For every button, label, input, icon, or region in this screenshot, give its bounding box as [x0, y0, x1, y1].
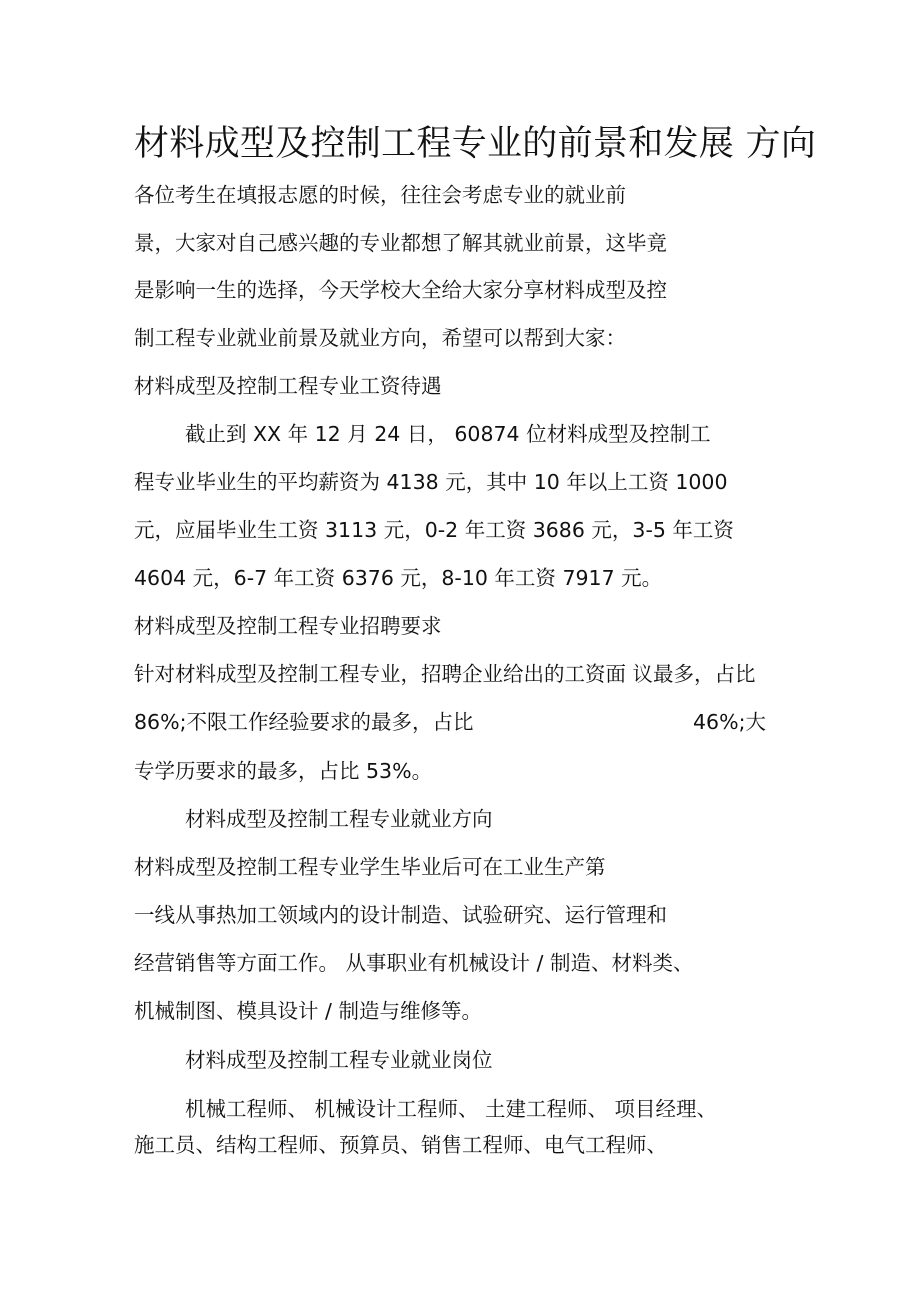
- recruitment-line-3: 专学历要求的最多，占比 53%。: [134, 759, 433, 783]
- salary-line-2: 程专业毕业生的平均薪资为 4138 元，其中 10 年以上工资 1000: [134, 470, 728, 494]
- direction-line-2: 一线从事热加工领域内的设计制造、试验研究、运行管理和: [134, 903, 667, 927]
- positions-line-1: 机械工程师、 机械设计工程师、 土建工程师、 项目经理、: [185, 1097, 718, 1121]
- positions-line-2: 施工员、结构工程师、预算员、销售工程师、电气工程师、: [134, 1133, 667, 1157]
- intro-line-2: 景，大家对自己感兴趣的专业都想了解其就业前景，这毕竟: [134, 231, 667, 255]
- intro-line-3: 是影响一生的选择，今天学校大全给大家分享材料成型及控: [134, 278, 667, 302]
- recruitment-line-2: [134, 708, 766, 736]
- recruitment-heading: 材料成型及控制工程专业招聘要求: [134, 614, 442, 638]
- recruitment-line-2-left: 86%;不限工作经验要求的最多，占比: [134, 710, 474, 734]
- salary-line-4: 4604 元，6-7 年工资 6376 元，8-10 年工资 7917 元。: [134, 566, 663, 590]
- intro-line-1: 各位考生在填报志愿的时候，往往会考虑专业的就业前: [134, 183, 626, 207]
- salary-line-1: 截止到 XX 年 12 月 24 日， 60874 位材料成型及控制工: [185, 422, 711, 446]
- intro-line-4: 制工程专业就业前景及就业方向，希望可以帮到大家：: [134, 326, 626, 350]
- recruitment-line-1: 针对材料成型及控制工程专业，招聘企业给出的工资面 议最多，占比: [134, 662, 756, 686]
- direction-heading: 材料成型及控制工程专业就业方向: [185, 807, 493, 831]
- direction-line-3: 经营销售等方面工作。 从事职业有机械设计 / 制造、材料类、: [134, 951, 694, 975]
- positions-heading: 材料成型及控制工程专业就业岗位: [185, 1048, 493, 1072]
- direction-line-4: 机械制图、模具设计 / 制造与维修等。: [134, 999, 482, 1023]
- salary-line-3: 元，应届毕业生工资 3113 元，0-2 年工资 3686 元，3-5 年工资: [134, 518, 734, 542]
- salary-heading: 材料成型及控制工程专业工资待遇: [134, 374, 442, 398]
- direction-line-1: 材料成型及控制工程专业学生毕业后可在工业生产第: [134, 855, 606, 879]
- document-title: 材料成型及控制工程专业的前景和发展 方向: [134, 124, 817, 164]
- recruitment-line-2-right: 46%;大: [693, 710, 766, 734]
